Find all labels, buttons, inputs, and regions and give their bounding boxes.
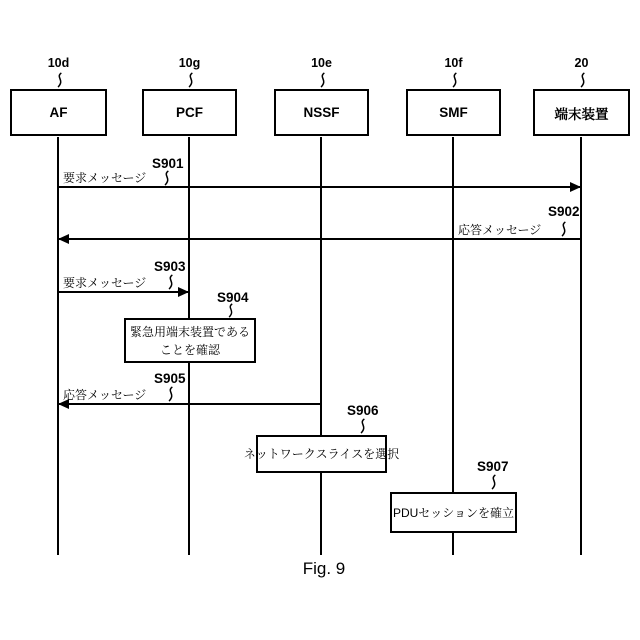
reference-connector-squiggle-icon bbox=[316, 72, 328, 88]
step-label-s901: S901 bbox=[152, 156, 184, 171]
message-label-s901: 要求メッセージ bbox=[63, 171, 147, 185]
actor-box-af: AF bbox=[10, 89, 107, 136]
reference-connector-squiggle-icon bbox=[356, 418, 368, 434]
action-box-s904 bbox=[124, 318, 256, 363]
step-label-s907: S907 bbox=[477, 459, 509, 474]
action-text-line: 緊急用端末装置である bbox=[129, 324, 250, 339]
message-arrow-s901 bbox=[58, 186, 581, 188]
action-text-line: PDUセッションを確立 bbox=[392, 505, 515, 520]
lifeline-terminal bbox=[580, 137, 582, 555]
message-arrow-s903 bbox=[58, 291, 189, 293]
actor-box-nssf: NSSF bbox=[274, 89, 369, 136]
step-label-s903: S903 bbox=[154, 259, 186, 274]
message-label-s905: 応答メッセージ bbox=[63, 388, 147, 402]
reference-connector-squiggle-icon bbox=[487, 474, 499, 490]
reference-connector-squiggle-icon bbox=[576, 72, 588, 88]
actor-ref-label: 10f bbox=[444, 56, 463, 70]
actor-box-pcf: PCF bbox=[142, 89, 237, 136]
actor-pcf bbox=[142, 56, 237, 136]
arrowhead-left-icon bbox=[58, 234, 69, 244]
step-label-s904: S904 bbox=[217, 290, 249, 305]
actor-box-smf: SMF bbox=[406, 89, 501, 136]
message-label-s902: 応答メッセージ bbox=[458, 223, 542, 237]
action-text-line: ネットワークスライスを選択 bbox=[243, 447, 400, 461]
actor-af bbox=[10, 56, 107, 136]
actor-ref-label: 20 bbox=[574, 56, 589, 70]
message-label-s903: 要求メッセージ bbox=[63, 276, 147, 290]
actor-smf bbox=[406, 56, 501, 136]
step-label-s902: S902 bbox=[548, 204, 580, 219]
reference-connector-squiggle-icon bbox=[557, 221, 569, 237]
reference-connector-squiggle-icon bbox=[164, 274, 176, 290]
step-label-s906: S906 bbox=[347, 403, 379, 418]
figure-caption: Fig. 9 bbox=[302, 559, 346, 578]
actor-ref-label: 10d bbox=[47, 56, 70, 70]
reference-connector-squiggle-icon bbox=[53, 72, 65, 88]
action-box-s906 bbox=[243, 435, 400, 473]
action-text-line: ことを確認 bbox=[159, 342, 220, 357]
actor-terminal bbox=[533, 56, 630, 136]
reference-connector-squiggle-icon bbox=[224, 303, 236, 318]
actor-box-terminal: 端末装置 bbox=[533, 89, 630, 136]
actor-nssf bbox=[274, 56, 369, 136]
reference-connector-squiggle-icon bbox=[448, 72, 460, 88]
action-box-s907 bbox=[390, 492, 517, 533]
actor-ref-label: 10e bbox=[311, 56, 332, 70]
lifeline-af bbox=[57, 137, 59, 555]
message-arrow-s902 bbox=[58, 238, 581, 240]
reference-connector-squiggle-icon bbox=[184, 72, 196, 88]
reference-connector-squiggle-icon bbox=[164, 386, 176, 402]
message-arrow-s905 bbox=[58, 403, 322, 405]
arrowhead-right-icon bbox=[570, 182, 581, 192]
arrowhead-left-icon bbox=[58, 399, 69, 409]
step-label-s905: S905 bbox=[154, 371, 186, 386]
lifeline-nssf bbox=[320, 137, 322, 555]
reference-connector-squiggle-icon bbox=[160, 170, 172, 186]
arrowhead-right-icon bbox=[178, 287, 189, 297]
actor-ref-label: 10g bbox=[178, 56, 201, 70]
